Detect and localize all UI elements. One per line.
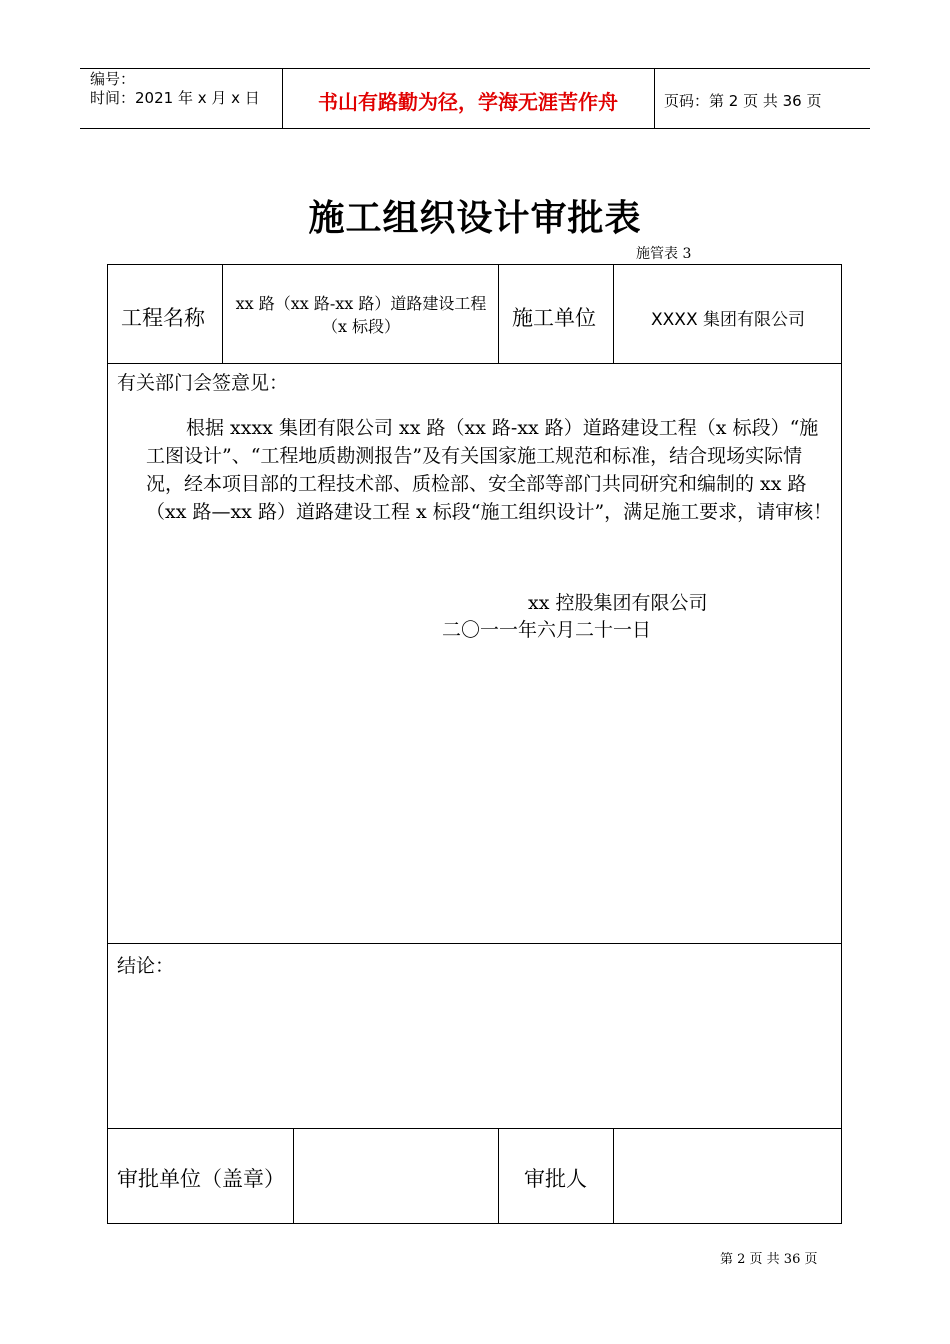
col-divider-row4-a bbox=[293, 1128, 294, 1224]
header-bottom-rule bbox=[80, 128, 870, 129]
approval-table bbox=[107, 264, 842, 1224]
sign-company: xx 控股集团有限公司 bbox=[528, 592, 708, 614]
opinion-text: 根据 xxxx 集团有限公司 xx 路（xx 路-xx 路）道路建设工程（x 标段）“施工图设计”、“工程地质勘测报告”及有关国家施工规范和标准，结合现场实际情况，经本项目部的工程技术部、质检部、安全部等部门共同研究和编制的 xx 路（xx 路—xx 路）道路建设工程 x 标段“施工组织设计”，满足施工要求，请审核！ bbox=[146, 417, 833, 523]
approver-label: 审批人 bbox=[524, 1167, 587, 1191]
col-divider-row1-a bbox=[222, 264, 223, 363]
time-label: 时间：2021 年 x 月 x 日 bbox=[90, 89, 260, 107]
header-divider-right bbox=[654, 68, 655, 129]
col-divider-row4-c bbox=[613, 1128, 614, 1224]
header-page-info: 页码：第 2 页 共 36 页 bbox=[664, 92, 822, 110]
header-meta bbox=[90, 70, 260, 108]
footer-page-info: 第 2 页 共 36 页 bbox=[720, 1252, 818, 1267]
row-divider-1 bbox=[107, 363, 842, 364]
sign-date: 二〇一一年六月二十一日 bbox=[442, 619, 652, 641]
construction-unit-label: 施工单位 bbox=[512, 306, 596, 330]
conclusion-label: 结论： bbox=[117, 955, 175, 977]
col-divider-row4-b bbox=[498, 1128, 499, 1224]
opinion-label: 有关部门会签意见： bbox=[117, 372, 289, 394]
approval-unit-label: 审批单位（盖章） bbox=[117, 1167, 285, 1191]
col-divider-row1-b bbox=[498, 264, 499, 363]
row-divider-3 bbox=[107, 1128, 842, 1129]
construction-unit-value: XXXX 集团有限公司 bbox=[651, 310, 805, 330]
form-number: 施管表 3 bbox=[636, 246, 692, 262]
header-motto: 书山有路勤为径，学海无涯苦作舟 bbox=[318, 90, 618, 114]
row-divider-2 bbox=[107, 943, 842, 944]
project-name-label: 工程名称 bbox=[121, 306, 205, 330]
project-name-value: xx 路（xx 路-xx 路）道路建设工程（x 标段） bbox=[235, 294, 487, 336]
document-title: 施工组织设计审批表 bbox=[308, 198, 642, 239]
serial-label: 编号： bbox=[90, 70, 136, 88]
header-top-rule bbox=[80, 68, 870, 69]
